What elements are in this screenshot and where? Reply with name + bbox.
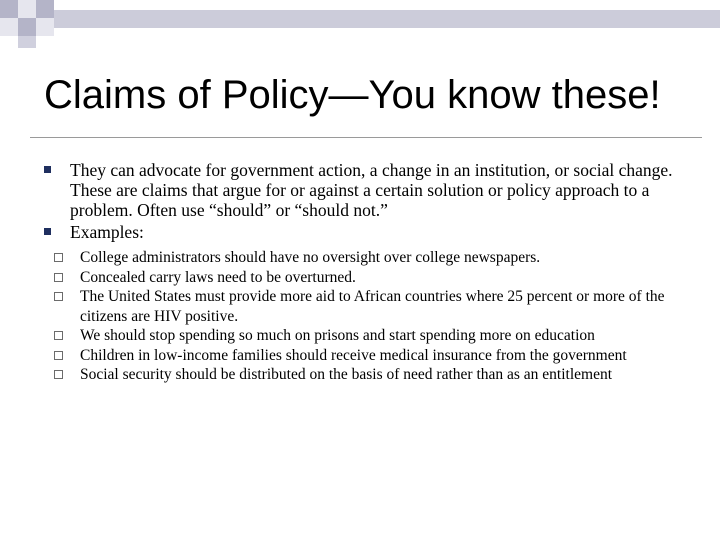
example-text: Concealed carry laws need to be overturned.	[80, 268, 356, 286]
hollow-square-bullet-icon	[54, 331, 63, 340]
example-item	[54, 346, 684, 366]
examples-list	[54, 248, 684, 385]
hollow-square-bullet-icon	[54, 370, 63, 379]
hollow-square-bullet-icon	[54, 273, 63, 282]
example-item	[54, 268, 684, 288]
slide-body	[44, 160, 684, 385]
example-text: The United States must provide more aid to African countries where 25 percent or more of the citizens are HIV positive.	[80, 288, 665, 325]
example-item	[54, 326, 684, 346]
header-decoration	[0, 0, 720, 48]
bullet-item	[44, 222, 684, 242]
example-item	[54, 248, 684, 268]
bullet-item	[44, 160, 684, 220]
bullet-text: Examples:	[70, 222, 144, 242]
bullet-text: They can advocate for government action, a change in an institution, or social change. These are claims that argue for or against a certain solution or policy approach to a problem. Often use “should” or “should not.”	[70, 160, 673, 220]
square-bullet-icon	[44, 166, 51, 173]
example-text: We should stop spending so much on prisons and start spending more on education	[80, 327, 595, 344]
title-divider	[30, 137, 702, 138]
example-text: College administrators should have no oversight over college newspapers.	[80, 249, 541, 266]
example-text: Children in low-income families should receive medical insurance from the government	[80, 346, 627, 364]
slide-title: Claims of Policy—You know these!	[44, 73, 661, 117]
hollow-square-bullet-icon	[54, 292, 63, 301]
example-item	[54, 365, 684, 385]
example-item	[54, 287, 684, 326]
square-bullet-icon	[44, 228, 51, 235]
example-text: Social security should be distributed on the basis of need rather than as an entitlement	[80, 366, 613, 383]
hollow-square-bullet-icon	[54, 351, 63, 360]
hollow-square-bullet-icon	[54, 253, 63, 262]
